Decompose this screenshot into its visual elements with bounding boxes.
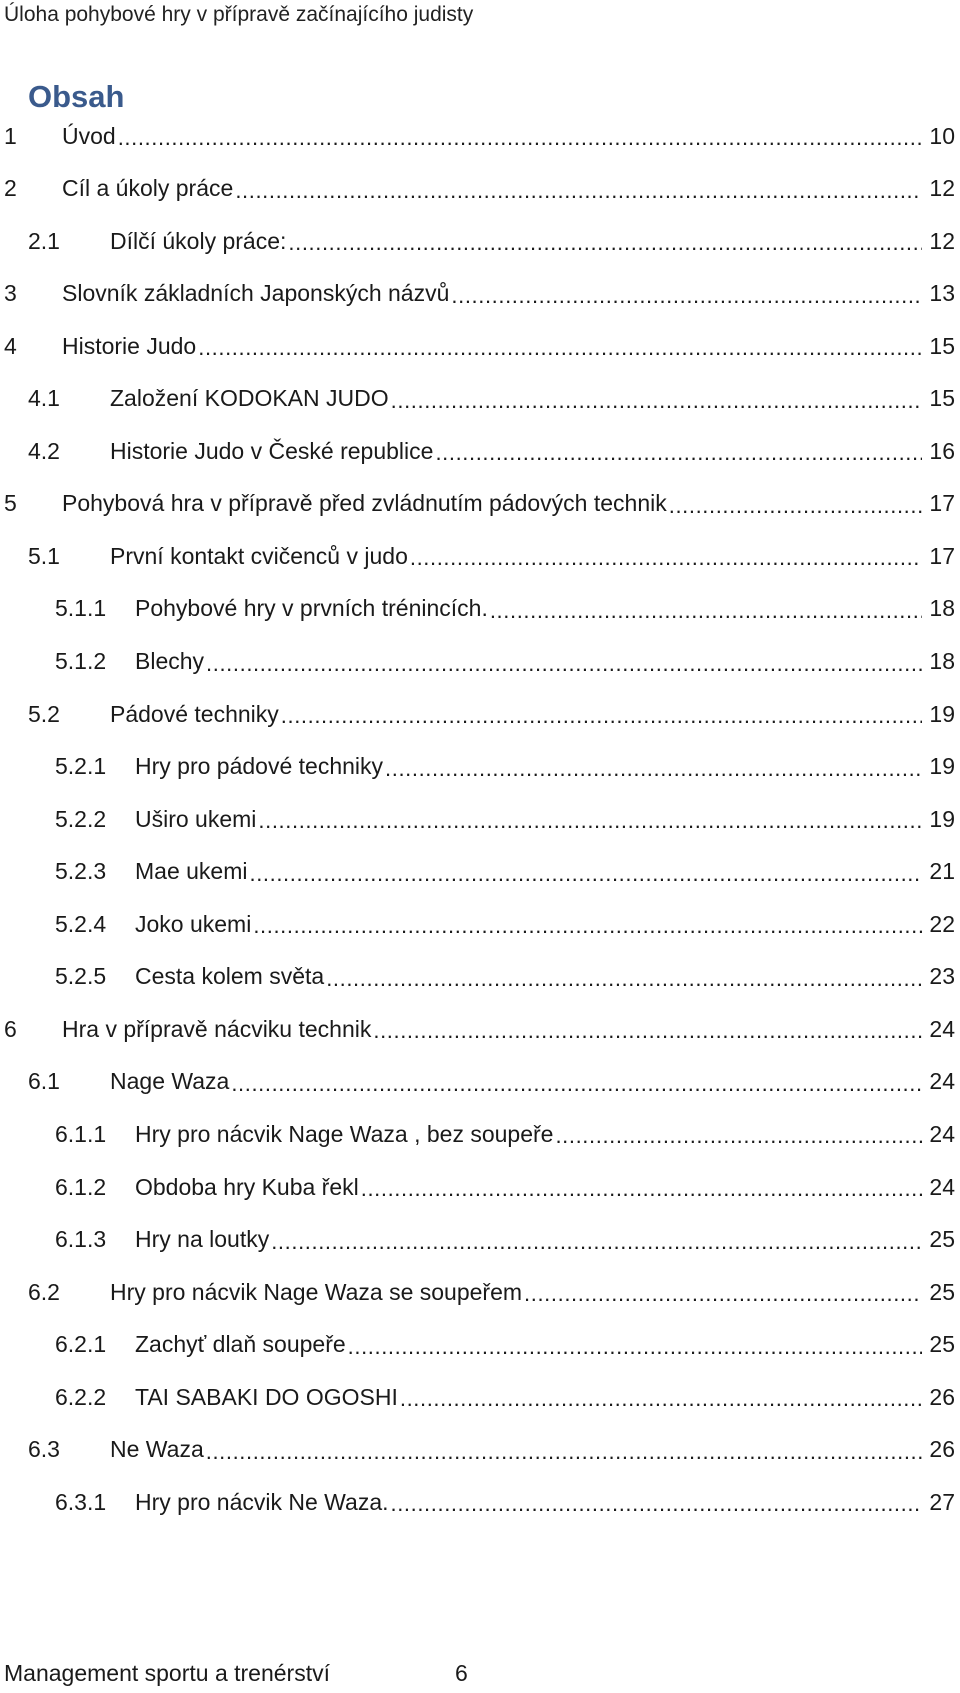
toc-dot-leader (206, 653, 922, 675)
toc-entry-number: 5.1.2 (55, 648, 107, 674)
toc-entry-title: Historie Judo v České republice (110, 437, 434, 464)
toc-dot-leader (490, 600, 922, 622)
toc-entry-number: 6.3.1 (55, 1488, 107, 1515)
toc-entry[interactable] (4, 266, 955, 322)
toc-entry[interactable] (4, 476, 955, 532)
toc-entry-number: 2 (4, 175, 17, 202)
toc-dot-leader (385, 758, 922, 780)
toc-dot-leader (391, 390, 922, 412)
toc-entry[interactable] (55, 1474, 955, 1530)
toc-entry[interactable] (55, 1159, 955, 1215)
toc-entry-title: TAI SABAKI DO OGOSHI (135, 1383, 398, 1410)
toc-entry-number: 5.2 (28, 700, 60, 727)
toc-entry-title: Hry pro nácvik Nage Waza , bez soupeře (135, 1120, 554, 1147)
footer-page-number: 6 (455, 1660, 468, 1686)
toc-entry-page: 21 (929, 858, 955, 885)
toc-entry-page: 17 (929, 490, 955, 517)
running-footer (4, 1660, 468, 1687)
toc-dot-leader (669, 495, 922, 517)
toc-entry[interactable] (55, 1106, 955, 1162)
toc-dot-leader (348, 1336, 922, 1358)
toc-dot-leader (198, 337, 922, 359)
toc-entry-number: 5.2.2 (55, 805, 107, 832)
toc-entry[interactable] (4, 108, 955, 164)
toc-entry-number: 6.1 (28, 1068, 60, 1095)
toc-entry[interactable] (55, 739, 955, 795)
toc-entry[interactable] (28, 1264, 955, 1320)
toc-entry-title: Zachyť dlaň soupeře (135, 1331, 346, 1358)
toc-entry-title: Blechy (135, 648, 205, 674)
toc-dot-leader (326, 968, 922, 990)
toc-entry-page: 23 (929, 963, 955, 990)
toc-entry-page: 24 (929, 1120, 955, 1147)
toc-entry-page: 26 (929, 1383, 955, 1410)
toc-entry-number: 4.1 (28, 385, 60, 412)
toc-entry-page: 16 (929, 437, 955, 464)
toc-dot-leader (249, 863, 922, 885)
toc-entry-page: 10 (929, 122, 955, 149)
toc-dot-leader (524, 1283, 922, 1305)
toc-entry-page: 24 (929, 1015, 955, 1042)
toc-entry-page: 27 (929, 1488, 955, 1515)
toc-entry-page: 26 (929, 1436, 955, 1463)
toc-entry-page: 24 (929, 1173, 955, 1200)
toc-entry-title: Obdoba hry Kuba řekl (135, 1173, 359, 1200)
footer-text: Management sportu a trenérství (4, 1660, 330, 1686)
toc-entry[interactable] (28, 213, 955, 269)
running-header: Úloha pohybové hry v přípravě začínajícího judisty (4, 3, 474, 26)
toc-dot-leader (206, 1441, 922, 1463)
toc-entry-page: 13 (929, 280, 955, 307)
toc-entry-title: Slovník základních Japonských názvů (62, 280, 450, 307)
toc-dot-leader (451, 285, 922, 307)
toc-entry-number: 3 (4, 280, 17, 307)
toc-entry-title: Založení KODOKAN JUDO (110, 385, 389, 412)
toc-entry-title: Dílčí úkoly práce: (110, 227, 287, 254)
toc-entry-page: 15 (929, 332, 955, 359)
toc-entry[interactable] (28, 423, 955, 479)
toc-entry[interactable] (55, 1317, 955, 1373)
toc-entry[interactable] (4, 318, 955, 374)
toc-entry[interactable] (55, 949, 955, 1005)
toc-entry-page: 19 (929, 700, 955, 727)
toc-entry[interactable] (55, 844, 955, 900)
toc-entry-title: Mae ukemi (135, 858, 248, 885)
toc-entry-title: Pohybové hry v prvních trénincích. (135, 595, 488, 622)
toc-dot-leader (400, 1388, 922, 1410)
toc-entry-title: Hry na loutky (135, 1226, 270, 1253)
toc-entry[interactable] (4, 1001, 955, 1057)
toc-heading: Obsah (28, 79, 125, 114)
toc-entry-number: 6.1.3 (55, 1226, 107, 1253)
toc-entry-page: 25 (929, 1331, 955, 1358)
toc-entry-page: 18 (929, 648, 955, 674)
toc-entry-number: 5.1 (28, 542, 60, 569)
toc-entry-page: 12 (929, 175, 955, 202)
toc-entry-title: Cesta kolem světa (135, 963, 325, 990)
toc-entry[interactable] (28, 528, 955, 584)
toc-entry-page: 25 (929, 1226, 955, 1253)
toc-entry-page: 25 (929, 1278, 955, 1305)
toc-entry-title: Ne Waza (110, 1436, 204, 1463)
toc-entry-page: 17 (929, 542, 955, 569)
toc-entry[interactable] (28, 371, 955, 427)
toc-entry[interactable] (55, 1369, 955, 1425)
toc-dot-leader (235, 180, 922, 202)
toc-entry-title: Hry pro pádové techniky (135, 753, 384, 780)
toc-entry-number: 5.1.1 (55, 595, 107, 622)
toc-entry[interactable] (55, 581, 955, 637)
toc-entry-number: 5 (4, 490, 17, 517)
toc-entry[interactable] (55, 634, 955, 690)
toc-dot-leader (231, 1073, 922, 1095)
toc-entry-title: První kontakt cvičenců v judo (110, 542, 408, 569)
toc-entry-number: 6 (4, 1015, 17, 1042)
toc-entry-number: 1 (4, 122, 17, 149)
toc-dot-leader (271, 1231, 922, 1253)
toc-entry-page: 19 (929, 805, 955, 832)
toc-entry[interactable] (28, 686, 955, 742)
toc-entry-page: 24 (929, 1068, 955, 1095)
toc-entry-number: 2.1 (28, 227, 60, 254)
toc-entry-title: Pohybová hra v přípravě před zvládnutím pádových technik (62, 490, 667, 517)
toc-entry-number: 5.2.1 (55, 753, 107, 780)
toc-entry-title: Nage Waza (110, 1068, 230, 1095)
toc-dot-leader (391, 1493, 923, 1515)
toc-entry-title: Hra v přípravě nácviku technik (62, 1015, 372, 1042)
toc-entry-title: Pádové techniky (110, 700, 279, 727)
toc-entry[interactable] (55, 896, 955, 952)
toc-entry-number: 5.2.3 (55, 858, 107, 885)
toc-entry-number: 6.2 (28, 1278, 60, 1305)
toc-entry-number: 6.3 (28, 1436, 60, 1463)
toc-entry[interactable] (28, 1054, 955, 1110)
toc-entry-number: 6.2.1 (55, 1331, 107, 1358)
toc-dot-leader (253, 915, 922, 937)
toc-dot-leader (435, 442, 922, 464)
toc-entry-title: Úvod (62, 122, 116, 149)
toc-entry-title: Uširo ukemi (135, 805, 257, 832)
toc-entry-page: 18 (929, 595, 955, 622)
toc-entry-page: 12 (929, 227, 955, 254)
toc-entry-number: 5.2.4 (55, 910, 107, 937)
toc-entry-title: Historie Judo (62, 332, 197, 359)
toc-dot-leader (118, 127, 922, 149)
toc-entry[interactable] (55, 791, 955, 847)
toc-entry-number: 5.2.5 (55, 963, 107, 990)
toc-entry-page: 22 (929, 910, 955, 937)
toc-entry-page: 19 (929, 753, 955, 780)
toc-entry-number: 4 (4, 332, 17, 359)
toc-dot-leader (258, 810, 922, 832)
toc-entry-number: 6.1.1 (55, 1120, 107, 1147)
toc-dot-leader (288, 232, 922, 254)
toc-entry-number: 6.2.2 (55, 1383, 107, 1410)
toc-dot-leader (555, 1125, 922, 1147)
toc-entry-title: Hry pro nácvik Ne Waza. (135, 1488, 389, 1515)
toc-entry-number: 4.2 (28, 437, 60, 464)
toc-entry-title: Joko ukemi (135, 910, 252, 937)
toc-entry[interactable] (4, 161, 955, 217)
toc-entry-title: Hry pro nácvik Nage Waza se soupeřem (110, 1278, 523, 1305)
toc-dot-leader (373, 1020, 922, 1042)
toc-entry-page: 15 (929, 385, 955, 412)
toc-entry[interactable] (28, 1422, 955, 1478)
toc-entry[interactable] (55, 1212, 955, 1268)
toc-dot-leader (410, 547, 922, 569)
toc-dot-leader (361, 1178, 922, 1200)
toc-entry-number: 6.1.2 (55, 1173, 107, 1200)
toc-entry-title: Cíl a úkoly práce (62, 175, 234, 202)
toc-dot-leader (281, 705, 922, 727)
